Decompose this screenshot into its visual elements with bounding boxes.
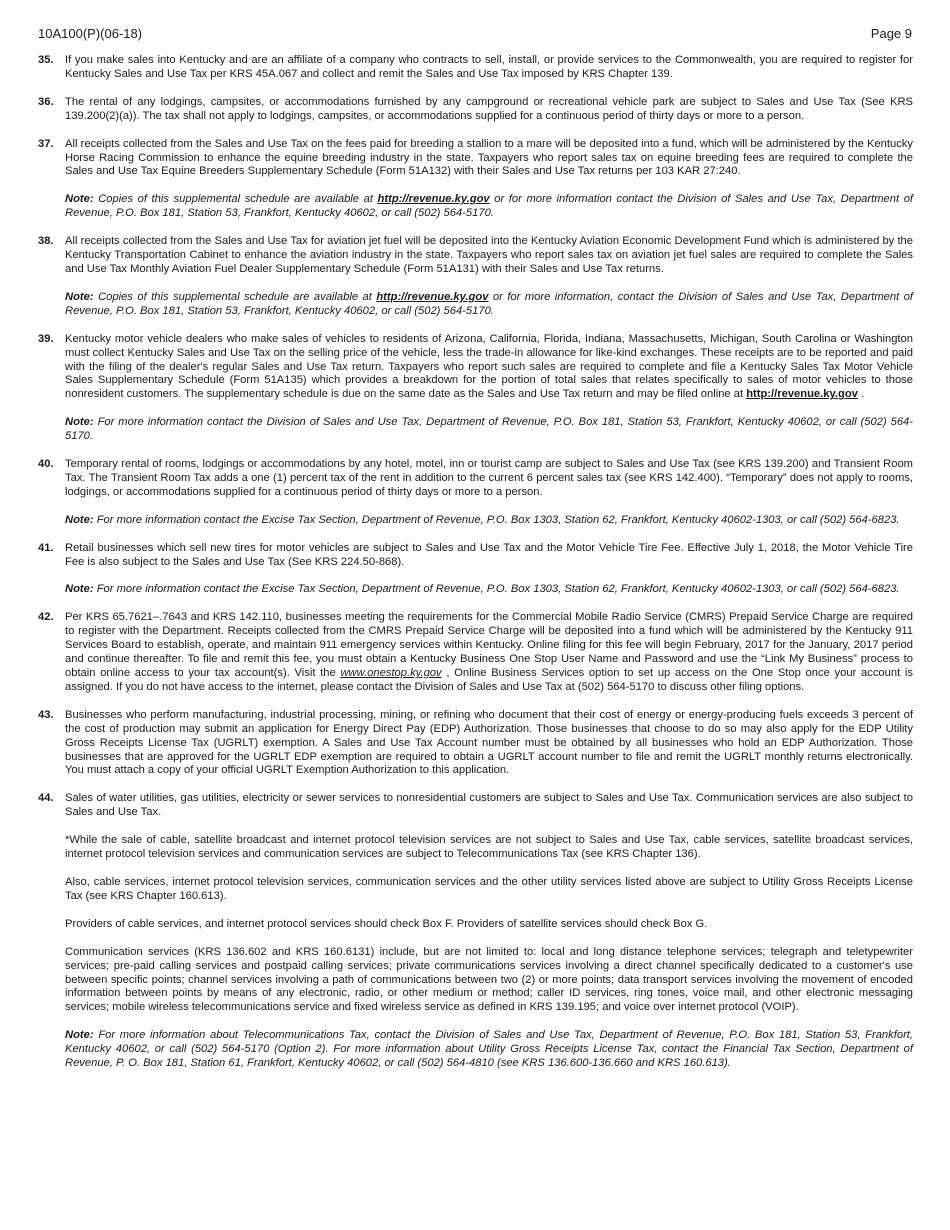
note-text: Copies of this supplemental schedule are available at — [98, 290, 372, 303]
instruction-39 — [38, 333, 913, 444]
item-number: 37. — [38, 137, 54, 150]
note-text: Copies of this supplemental schedule are available at — [98, 193, 373, 206]
instruction-35 — [38, 54, 913, 82]
item-number: 38. — [38, 235, 54, 248]
instruction-40 — [38, 458, 913, 528]
item-paragraph: Also, cable services, internet protocol television services, communication services and the other utility services listed above are subject to Utility Gross Receipts License Tax (see KRS Chapter 160.613). — [65, 875, 913, 902]
item-number: 44. — [38, 792, 54, 805]
item-number: 39. — [38, 332, 54, 345]
instruction-37 — [38, 138, 913, 222]
page-header — [38, 26, 912, 42]
note-label: Note: — [65, 193, 94, 206]
revenue-link[interactable]: http://revenue.ky.gov — [377, 193, 490, 206]
note — [65, 1029, 913, 1071]
item-text: Temporary rental of rooms, lodgings or accommodations by any hotel, motel, inn or tourist camp are subject to Sales and Use Tax (see KRS 139.200) and Transient Room Tax. The Transient Room Tax adds a one (1) percent tax of the rent in addition to the current 6 percent sales tax (see KRS 142.400). “Temporary” does not apply to rooms, lodgings, or accommodations supplied for a continuous period of thirty days or more to a person. — [65, 458, 913, 498]
note-text: For more information contact the Excise Tax Section, Department of Revenue, P.O. Box 1303, Station 62, Frankfort, Kentucky 40602-1303, or call (502) 564-6823. — [96, 583, 900, 596]
note-label: Note: — [65, 416, 94, 429]
note-text: For more information contact the Excise Tax Section, Department of Revenue, P.O. Box 1303, Station 62, Frankfort, Kentucky 40602-1303, or call (502) 564-6823. — [96, 513, 900, 526]
revenue-link[interactable]: http://revenue.ky.gov — [746, 388, 858, 401]
note-label: Note: — [65, 290, 94, 303]
item-paragraph — [65, 333, 913, 403]
item-text: Sales of water utilities, gas utilities, electricity or sewer services to nonresidential customers are subject to Sales and Use Tax. Communication services are also subject to Sales and Use Tax. — [65, 792, 913, 819]
form-id: 10A100(P)(06-18) — [38, 26, 143, 41]
note-text: For more information contact the Division of Sales and Use Tax, Department of Revenue, P.O. Box 181, Station 53, Frankfort, Kentucky 40602, or call (502) 564-5170. — [65, 416, 913, 443]
instruction-36 — [38, 96, 913, 124]
item-text: Retail businesses which sell new tires for motor vehicles are subject to Sales and Use Tax and the Motor Vehicle Tire Fee. Effective July 1, 2018, the Motor Vehicle Tire Fee is also subject to the Sales and Use Tax (See KRS 224.50-868). — [65, 541, 913, 568]
note — [65, 193, 913, 221]
note-label: Note: — [65, 1029, 94, 1042]
note — [65, 583, 913, 597]
note-label: Note: — [65, 513, 94, 526]
revenue-link[interactable]: http://revenue.ky.gov — [376, 290, 489, 303]
item-paragraph: *While the sale of cable, satellite broadcast and internet protocol television services are not subject to Sales and Use Tax, cable services, satellite broadcast services, internet protocol television services and communication services are subject to Telecommunications Tax (see KRS Chapter 136). — [65, 834, 913, 861]
item-paragraph: Providers of cable services, and internet protocol services should check Box F. Providers of satellite services should check Box G. — [65, 917, 708, 930]
page-number: Page 9 — [870, 26, 912, 41]
item-text: Businesses who perform manufacturing, industrial processing, mining, or refining who document that their cost of energy or energy-producing fuels exceeds 3 percent of the cost of production may submit an application for Energy Direct Pay (EDP) Authorization. Those businesses that choose to do so may also apply for the EDP Utility Gross Receipts License Tax (UGRLT) exemption. A Sales and Use Tax Account number must be obtained by all businesses who hold an EDP Authorization. Those businesses that are approved for the UGRLT EDP exemption are required to obtain a UGRLT account number to file and remit the UGRLT monthly returns electronically. You must attach a copy of your official UGRLT Exemption Authorization to this application. — [65, 708, 913, 777]
item-number: 36. — [38, 95, 54, 108]
note-text: For more information about Telecommunications Tax, contact the Division of Sales and Use Tax, Department of Revenue, P.O. Box 181, Station 53, Frankfort, Kentucky 40602, or call (502) 564-5170 (Option 2). For more information about Utility Gross Receipts License Tax, contact the Financial Tax Section, Department of Revenue, P. O. Box 181, Station 61, Frankfort, Kentucky 40602, or call (502) 564-4810 (see KRS 136.600-136.660 and KRS 160.613). — [65, 1029, 914, 1070]
item-text: Per KRS 65.7621–.7643 and KRS 142.110, businesses meeting the requirements for the Commercial Mobile Radio Service (CMRS) Prepaid Service Charge are required to register with the Department. Receipts collected from the CMRS Prepaid Service Charge will be deposited into a fund which will be administered by the Kentucky 911 Services Board to establish, operate, and maintain 911 emergency services within Kentucky. Online filing for this fee will begin February, 2017 for the January, 2017 period and continue thereafter. To file and remit this fee, you must obtain a Kentucky Business One Stop User Name and Password and use the “Link My Business” process to obtain online access to your tax account(s). Visit the — [65, 611, 913, 679]
item-number: 41. — [38, 541, 54, 554]
item-text-end: . — [861, 388, 865, 401]
note — [65, 416, 913, 444]
instruction-38 — [38, 235, 913, 319]
instruction-42 — [38, 611, 913, 694]
instruction-41 — [38, 542, 913, 598]
note-text: or for more information, contact the Division of Sales and Use Tax, Department of Revenue, P.O. Box 181, Station 53, Frankfort, Kentucky 40602, or call (502) 564-5170. — [65, 290, 914, 317]
instructions-list — [38, 54, 913, 1085]
item-text: All receipts collected from the Sales and Use Tax on the fees paid for breeding a stallion to a mare will be deposited into a fund, which will be administered by the Kentucky Horse Racing Commission to enhance the equine breeding industry in the state. Taxpayers who report sales tax on equine breeding fees are required to complete the Sales and Use Tax Equine Breeders Supplementary Schedule (Form 51A132) with their Sales and Use Tax returns per 103 KAR 27:240. — [65, 137, 913, 178]
onestop-link[interactable]: www.onestop.ky.gov — [340, 667, 442, 679]
note — [65, 291, 913, 319]
item-text: Kentucky motor vehicle dealers who make sales of vehicles to residents of Arizona, California, Florida, Indiana, Massachusetts, Michigan, South Carolina or Washington must collect Kentucky Sales and Use Tax on the selling price of the vehicle, less the trade-in allowance for like-kind exchanges. These receipts are to be reported and paid with the filing of the dealer's regular Sales and Use Tax return. Taxpayers who report such sales are required to complete and file a Kentucky Sales Tax Motor Vehicle Sales Supplementary Schedule (Form 51A135) which provides a breakdown for the portion of total sales that relates specifically to sales of motor vehicles to those nonresident customers. The supplementary schedule is due on the same date as the Sales and Use Tax return and may be filed online at — [65, 332, 913, 401]
instruction-44 — [38, 792, 913, 1071]
item-text-end: , Online Business Services option to set up access on the One Stop once your account is assigned. If you do not have access to the internet, please contact the Division of Sales and Use Tax at (502) 564-5170 to discuss other filing options. — [65, 667, 913, 693]
item-number: 42. — [38, 611, 54, 624]
item-number: 43. — [38, 708, 54, 721]
item-paragraph — [65, 611, 913, 694]
instruction-43 — [38, 709, 913, 779]
note-label: Note: — [65, 583, 94, 596]
item-paragraph: Communication services (KRS 136.602 and KRS 160.6131) include, but are not limited to: local and long distance telephone services; telegraph and teletypewriter services; pre-paid calling services and postpaid calling services; private communications services involving a direct channel specifically dedicated to a customer's use between specific points; channel services involving a path of communications between two (2) or more points; data transport services involving the movement of encoded information between points by means of any electronic, radio, or other medium or method; caller ID services, ring tones, voice mail, and other electronic messaging services; mobile wireless telecommunications service and fixed wireless service as defined in KRS 139.195; and voice over internet protocol (VOIP). — [65, 945, 913, 1014]
item-text: If you make sales into Kentucky and are an affiliate of a company who contracts to sell, install, or provide services to the Commonwealth, you are required to register for Kentucky Sales and Use Tax per KRS 45A.067 and collect and remit the Sales and Use Tax imposed by KRS Chapter 139. — [65, 54, 913, 80]
item-text: All receipts collected from the Sales and Use Tax for aviation jet fuel will be deposited into the Kentucky Aviation Economic Development Fund which is administered by the Kentucky Transportation Cabinet to enhance the aviation industry in the state. Taxpayers who report sales tax on aviation jet fuel sales are required to complete the Sales and Use Tax Monthly Aviation Fuel Dealer Supplementary Schedule (Form 51A131) with their Sales and Use Tax returns. — [65, 235, 913, 275]
item-number: 35. — [38, 54, 54, 66]
note — [65, 514, 913, 528]
note-text: or for more information contact the Division of Sales and Use Tax, Department of Revenue, P.O. Box 181, Station 53, Frankfort, Kentucky 40602, or call (502) 564-5170. — [65, 193, 914, 220]
item-text: The rental of any lodgings, campsites, or accommodations furnished by any campground or recreational vehicle park are subject to Sales and Use Tax (See KRS 139.200(2)(a)). The tax shall not apply to lodgings, campsites, or accommodations supplied for a continuous period of thirty days or more to a person. — [65, 95, 913, 122]
item-number: 40. — [38, 458, 54, 471]
